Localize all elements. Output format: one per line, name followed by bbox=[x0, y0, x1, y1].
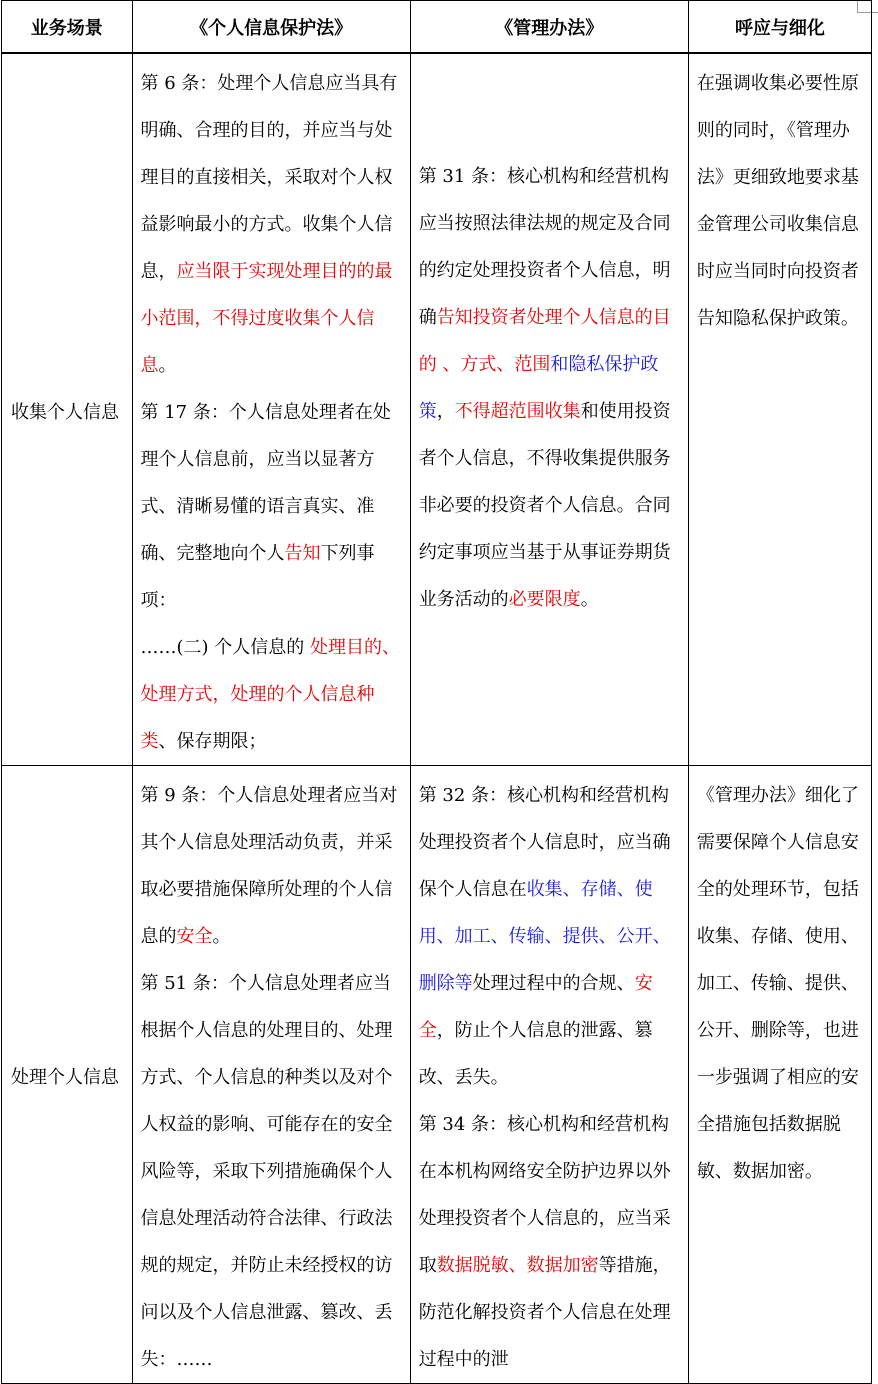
text-run: 。 bbox=[212, 926, 231, 947]
article-paragraph bbox=[419, 1101, 684, 1383]
article-paragraph bbox=[141, 624, 406, 765]
text-run: ……(二) 个人信息的 bbox=[140, 637, 310, 658]
note-cell-collect: 在强调收集必要性原则的同时，《管理办法》更细致地要求基金管理公司收集信息时应当同时向投资者告知隐私保护政策。 bbox=[688, 53, 871, 766]
measures-cell-process bbox=[410, 766, 688, 1384]
text-run: 第 6 条：处理个人信息应当具有明确、合理的目的，并应当与处理目的直接相关，采取对个人权益影响最小的方式。收集个人信息， bbox=[140, 73, 398, 282]
article-paragraph bbox=[419, 772, 684, 1101]
text-run: 处理过程中的合规、 bbox=[472, 973, 635, 994]
text-run: 第 9 条：个人信息处理者应当对其个人信息处理活动负责，并采取必要措施保障所处理的个人信息的 bbox=[140, 785, 398, 947]
scene-cell-collect: 收集个人信息 bbox=[2, 53, 133, 766]
article-paragraph bbox=[419, 153, 684, 623]
text-run: 第 17 条：个人信息处理者在处理个人信息前，应当以显著方式、清晰易懂的语言真实、准确、完整地向个人 bbox=[140, 402, 391, 564]
highlight-blue: 收集、存储、使用、加工、传输、提供、公开、删除等 bbox=[418, 879, 671, 994]
comparison-table bbox=[1, 0, 872, 1384]
text-run: 下列事项： bbox=[140, 543, 375, 611]
header-correspondence: 呼应与细化 bbox=[688, 1, 871, 54]
header-pipl: 《个人信息保护法》 bbox=[132, 1, 410, 54]
text-run: 。 bbox=[580, 589, 599, 610]
measures-cell-collect bbox=[410, 53, 688, 766]
text-run: ，防止个人信息的泄露、篡改、丢失。 bbox=[418, 1020, 653, 1088]
text-run: 、保存期限； bbox=[158, 731, 267, 752]
text-run: 第 31 条：核心机构和经营机构应当按照法律法规的规定及合同的约定处理投资者个人信息，明确 bbox=[418, 166, 671, 328]
pipl-cell-collect bbox=[132, 53, 410, 766]
text-run: 第 34 条：核心机构和经营机构在本机构网络安全防护边界以外处理投资者个人信息的，应当采取 bbox=[418, 1114, 671, 1276]
header-row bbox=[2, 1, 872, 54]
text-run: 和使用投资者个人信息，不得收集提供服务非必要的投资者个人信息。合同约定事项应当基于从事证券期货业务活动的 bbox=[418, 401, 671, 610]
text-run: 等措施，防范化解投资者个人信息在处理过程中的泄 bbox=[418, 1255, 671, 1370]
table-row-collect bbox=[2, 53, 872, 766]
highlight-red: 数据脱敏、数据加密 bbox=[436, 1255, 599, 1276]
highlight-red: 应当限于实现处理目的的最小范围，不得过度收集个人信息 bbox=[140, 261, 393, 376]
pipl-cell-process bbox=[132, 766, 410, 1384]
text-run: 第 32 条：核心机构和经营机构处理投资者个人信息时，应当确保个人信息在 bbox=[418, 785, 671, 900]
text-run: 。 bbox=[158, 355, 177, 376]
article-paragraph bbox=[141, 772, 406, 960]
highlight-red: 安全 bbox=[176, 926, 213, 947]
highlight-red: 安全 bbox=[418, 973, 653, 1041]
article-paragraph bbox=[141, 60, 406, 389]
header-scene: 业务场景 bbox=[2, 1, 133, 54]
highlight-red: 不得超范围收集 bbox=[454, 401, 581, 422]
table-row-process bbox=[2, 766, 872, 1384]
highlight-blue: 和隐私保护政策 bbox=[418, 354, 659, 422]
highlight-red: 告知投资者处理个人信息的目的 、方式、范围 bbox=[418, 307, 671, 375]
header-measures: 《管理办法》 bbox=[410, 1, 688, 54]
text-run: ， bbox=[436, 401, 455, 422]
highlight-red: 处理目的、处理方式，处理的个人信息种类 bbox=[140, 637, 400, 752]
text-run: 第 51 条：个人信息处理者应当根据个人信息的处理目的、处理方式、个人信息的种类以及对个人权益的影响、可能存在的安全风险等，采取下列措施确保个人信息处理活动符合法律、行政法规的规定，并防止未经授权的访问以及个人信息泄露、篡改、丢失：…… bbox=[140, 973, 393, 1370]
scene-cell-process: 处理个人信息 bbox=[2, 766, 133, 1384]
note-cell-process: 《管理办法》细化了需要保障个人信息安全的处理环节，包括收集、存储、使用、加工、传输、提供、公开、删除等，也进一步强调了相应的安全措施包括数据脱敏、数据加密。 bbox=[688, 766, 871, 1384]
article-paragraph bbox=[141, 389, 406, 624]
highlight-red: 必要限度 bbox=[508, 589, 581, 610]
highlight-red: 告知 bbox=[284, 543, 321, 564]
article-paragraph bbox=[141, 960, 406, 1383]
